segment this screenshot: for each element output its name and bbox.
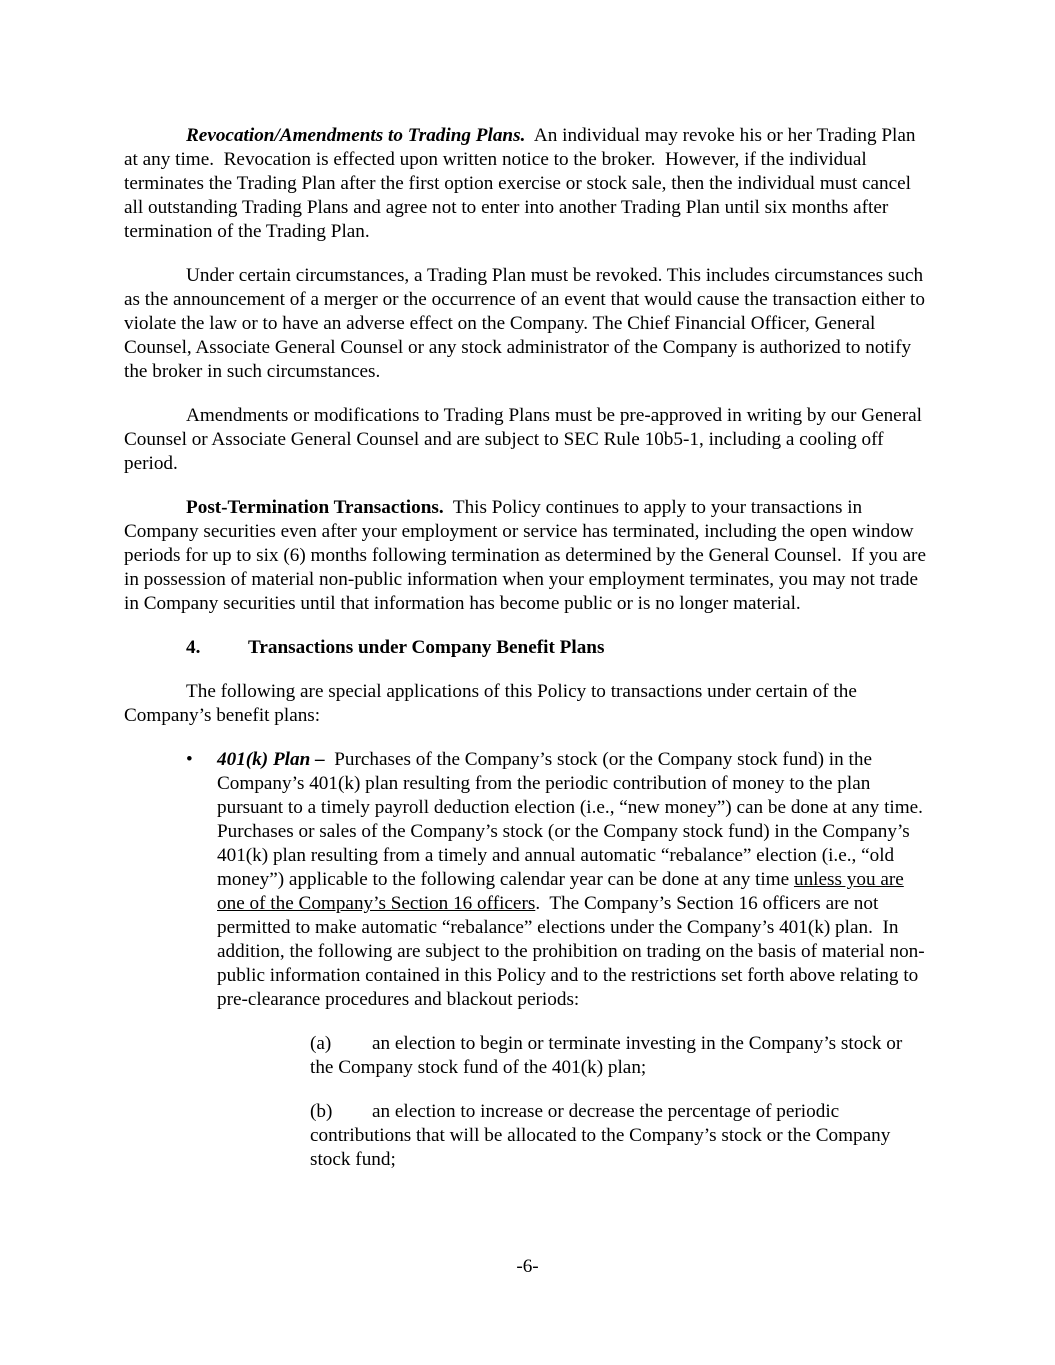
sub-item-a bbox=[310, 1032, 929, 1080]
paragraph-amendments: Amendments or modifications to Trading Plans must be pre-approved in writing by our General Counsel or Associate General Counsel and are subject to SEC Rule 10b5-1, including a cooling off period. bbox=[124, 405, 922, 474]
document-page bbox=[124, 124, 933, 1192]
post-termination-heading: Post-Termination Transactions. bbox=[186, 497, 444, 518]
bullet-icon: • bbox=[186, 749, 193, 770]
section-4-number: 4. bbox=[186, 637, 201, 658]
sub-item-text: an election to begin or terminate investing in the Company’s stock or the Company stock fund of the 401(k) plan; bbox=[310, 1033, 903, 1078]
page-number: -6- bbox=[516, 1256, 539, 1277]
sub-item-text: an election to increase or decrease the percentage of periodic contributions that will be allocated to the Company’s stock or the Company stock fund; bbox=[310, 1101, 891, 1170]
sub-item-label: (b) bbox=[310, 1101, 333, 1122]
revocation-heading: Revocation/Amendments to Trading Plans. bbox=[186, 125, 526, 146]
sub-item-label: (a) bbox=[310, 1033, 332, 1054]
post-termination-text: This Policy continues to apply to your transactions in Company securities even after your employment or service has terminated, including the open window periods for up to six (6) months following termination as determined by the General Counsel. If you are in possession of material non-public information when your employment terminates, you may not trade in Company securities until that information has become public or is no longer material. bbox=[124, 497, 931, 614]
401k-underlined-text: unless you are one of the Company’s Section 16 officers bbox=[217, 869, 904, 914]
paragraph-revoked-circumstances: Under certain circumstances, a Trading Plan must be revoked. This includes circumstances such as the announcement of a merger or the occurrence of an event that would cause the transaction either to violate the law or to have an adverse effect on the Company. The Chief Financial Officer, General Counsel, Associate General Counsel or any stock administrator of the Company is authorized to notify the broker in such circumstances. bbox=[124, 265, 925, 382]
401k-text-after: . The Company’s Section 16 officers are not permitted to make automatic “rebalance” elections under the Company’s 401(k) plan. In addition, the following are subject to the prohibition on trading on the basis of material non-public information contained in this Policy and to the restrictions set forth above relating to pre-clearance procedures and blackout periods: bbox=[217, 893, 925, 1010]
paragraph-revocation bbox=[124, 124, 929, 244]
paragraph-special-applications: The following are special applications of this Policy to transactions under certain of the Company’s benefit plans: bbox=[124, 681, 857, 726]
sub-item-b bbox=[310, 1100, 929, 1172]
section-4-title: Transactions under Company Benefit Plans bbox=[248, 637, 605, 658]
paragraph-post-termination bbox=[124, 496, 929, 616]
bullet-401k-plan bbox=[124, 748, 933, 1012]
401k-plan-heading: 401(k) Plan – bbox=[217, 749, 325, 770]
401k-text-before: Purchases of the Company’s stock (or the Company stock fund) in the Company’s 401(k) plan resulting from the periodic contribution of money to the plan pursuant to a timely payroll deduction election (i.e., “new money”) can be done at any time. Purchases or sales of the Company’s stock (or the Company stock fund) in the Company’s 401(k) plan resulting from a timely and annual automatic “rebalance” election (i.e., “old money”) applicable to the following calendar year can be done at any time bbox=[217, 749, 933, 890]
section-4-heading bbox=[186, 636, 929, 660]
revocation-text: An individual may revoke his or her Trading Plan at any time. Revocation is effected upon written notice to the broker. However, if the individual terminates the Trading Plan after the first option exercise or stock sale, then the individual must cancel all outstanding Trading Plans and agree not to enter into another Trading Plan until six months after termination of the Trading Plan. bbox=[124, 125, 921, 242]
